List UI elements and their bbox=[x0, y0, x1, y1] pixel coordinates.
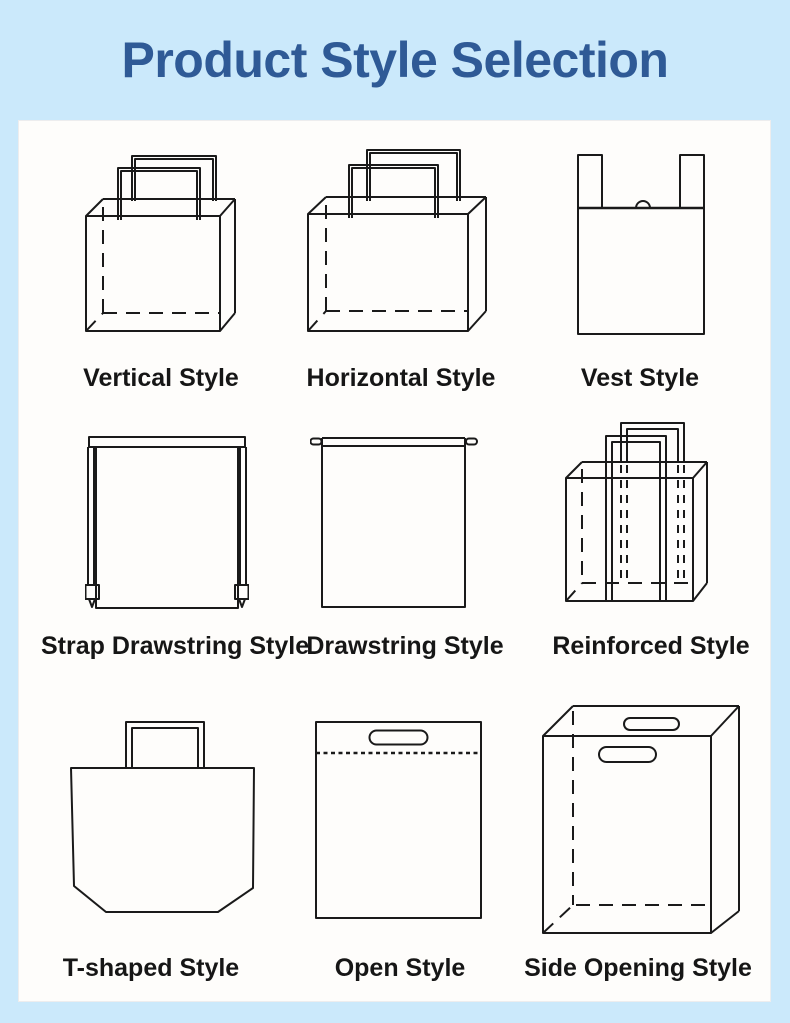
t-shaped-bag-icon bbox=[70, 720, 256, 914]
style-card-vest[interactable] bbox=[520, 129, 760, 401]
style-label: Strap Drawstring Style bbox=[41, 632, 310, 660]
style-label: Reinforced Style bbox=[552, 632, 750, 660]
style-label: Side Opening Style bbox=[524, 954, 752, 982]
strap-drawstring-bag-icon bbox=[85, 435, 249, 609]
style-label: Vest Style bbox=[580, 364, 700, 392]
style-card-reinforced[interactable] bbox=[531, 411, 771, 671]
style-card-side-opening[interactable] bbox=[518, 699, 758, 995]
horizontal-bag-icon bbox=[307, 147, 499, 337]
style-label: Open Style bbox=[334, 954, 466, 982]
page-title: Product Style Selection bbox=[121, 32, 669, 88]
vest-bag-icon bbox=[577, 153, 705, 335]
reinforced-bag-icon bbox=[564, 421, 710, 605]
style-card-t-shaped[interactable] bbox=[31, 699, 271, 995]
style-card-drawstring[interactable] bbox=[285, 411, 525, 671]
drawstring-bag-icon bbox=[310, 437, 478, 609]
vertical-bag-icon bbox=[85, 149, 241, 335]
style-label: Horizontal Style bbox=[306, 364, 496, 392]
style-card-vertical[interactable] bbox=[41, 129, 281, 401]
side-opening-bag-icon bbox=[542, 705, 741, 935]
style-card-horizontal[interactable] bbox=[281, 129, 521, 401]
style-card-open[interactable] bbox=[280, 699, 520, 995]
content-panel bbox=[18, 120, 771, 1002]
style-label: Drawstring Style bbox=[306, 632, 504, 660]
open-bag-icon bbox=[315, 721, 482, 919]
style-label: T-shaped Style bbox=[62, 954, 240, 982]
page-header bbox=[0, 0, 790, 120]
style-card-strap-drawstring[interactable] bbox=[41, 411, 310, 671]
style-label: Vertical Style bbox=[83, 364, 239, 392]
